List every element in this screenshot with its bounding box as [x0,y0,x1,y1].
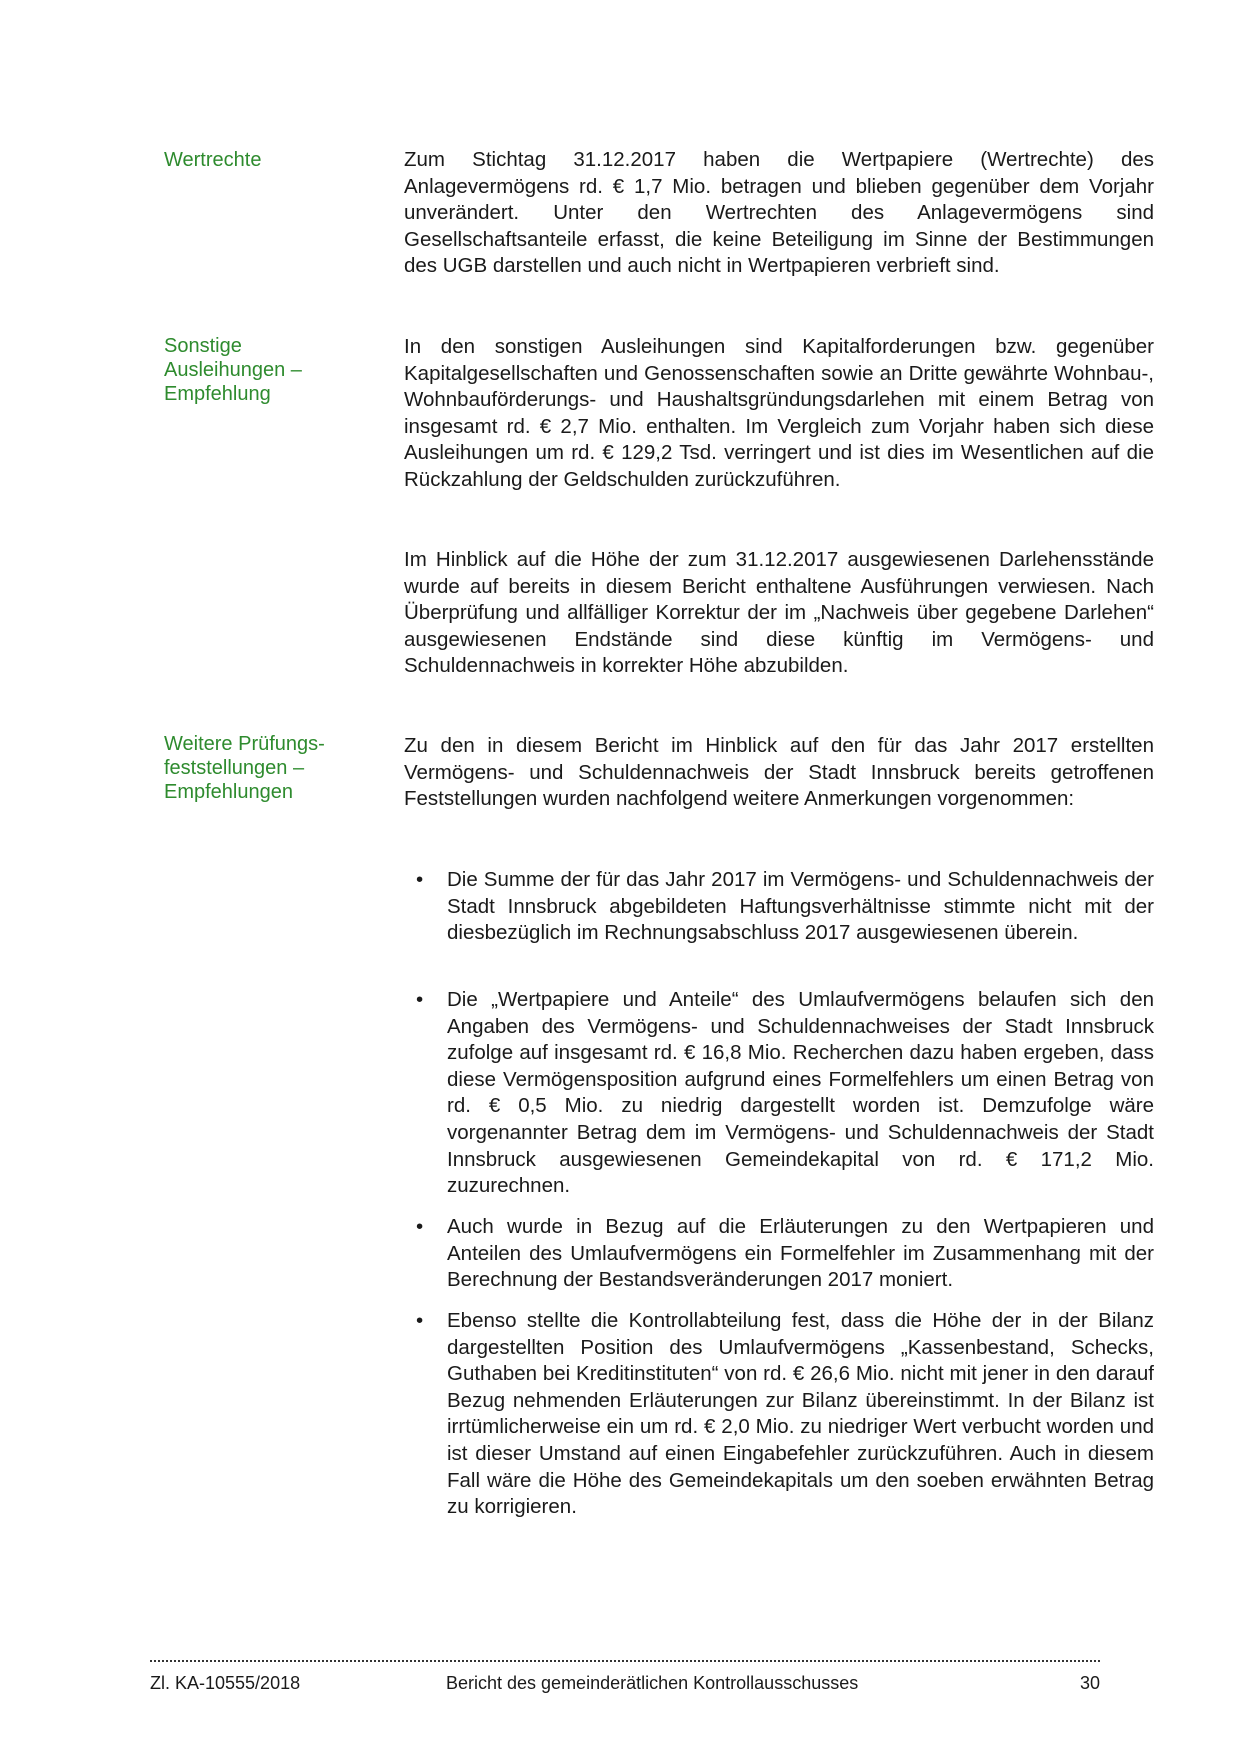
bullet-item [416,987,1154,1200]
bullet-text: Die „Wertpapiere und Anteile“ des Umlaufvermögens belaufen sich den Angaben des Vermögens- und Schuldennachweises der Stadt Innsbruck zufolge auf insgesamt rd. € 16,8 Mio. Recherchen dazu haben ergeben, dass diese Vermögensposition aufgrund eines Formelfehlers um einen Betrag von rd. € 0,5 Mio. zu niedrig dargestellt worden ist. Demzufolge wäre vorgenannter Betrag dem im Vermögens- und Schuldennachweis der Stadt Innsbruck ausgewiesenen Gemeindekapital von rd. € 171,2 Mio. zuzurechnen. [447,988,1154,1198]
margin-label-wertrechte: Wertrechte [164,149,262,171]
paragraph: Im Hinblick auf die Höhe der zum 31.12.2017 ausgewiesenen Darlehensstände wurde auf bereits in diesem Bericht enthaltene Ausführungen verwiesen. Nach Überprüfung und allfälliger Korrektur der im „Nachweis über gegebene Darlehen“ ausgewiesenen Endstände sind diese künftig im Vermögens- und Schuldennachweis in korrekter Höhe abzubilden. [404,548,1154,678]
bullet-icon: • [416,868,424,891]
paragraph: In den sonstigen Ausleihungen sind Kapitalforderungen bzw. gegenüber Kapitalgesellschaften und Genossenschaften sowie an Dritte gewährte Wohnbau-, Wohnbauförderungs- und Haushaltsgründungsdarlehen mit einem Betrag von insgesamt rd. € 2,7 Mio. enthalten. Im Vergleich zum Vorjahr haben sich diese Ausleihungen um rd. € 129,2 Tsd. verringert und ist dies im Wesentlichen auf die Rückzahlung der Geldschulden zurückzuführen. [404,335,1154,491]
bullet-text: Die Summe der für das Jahr 2017 im Vermögens- und Schuldennachweis der Stadt Innsbruck abgebildeten Haftungsverhältnisse stimmte nicht mit der diesbezüglich im Rechnungsabschluss 2017 ausgewiesenen überein. [447,868,1154,945]
bullet-item [416,867,1154,947]
margin-label-weitere-pruefungsfeststellungen: Weitere Prüfungs- feststellungen – Empfehlungen [164,733,325,803]
footer-divider [150,1660,1100,1662]
bullet-text: Auch wurde in Bezug auf die Erläuterungen zu den Wertpapieren und Anteilen des Umlaufvermögens ein Formelfehler im Zusammenhang mit der Berechnung der Bestandsveränderungen 2017 moniert. [447,1215,1154,1292]
margin-label-sonstige-ausleihungen: Sonstige Ausleihungen – Empfehlung [164,335,302,405]
bullet-item [416,1214,1154,1294]
bullet-icon: • [416,988,424,1011]
bullet-icon: • [416,1215,424,1238]
bullet-text: Ebenso stellte die Kontrollabteilung fest, dass die Höhe der in der Bilanz dargestellten Position des Umlaufvermögens „Kassenbestand, Schecks, Guthaben bei Kreditinstituten“ von rd. € 26,6 Mio. nicht mit jener in den darauf Bezug nehmenden Erläuterungen zur Bilanz übereinstimmt. In der Bilanz ist irrtümlicherweise ein um rd. € 2,0 Mio. zu niedriger Wert verbucht worden und ist dieser Umstand auf einen Eingabefehler zurückzuführen. Auch in diesem Fall wäre die Höhe des Gemeindekapitals um den soeben erwähnten Betrag zu korrigieren. [447,1309,1154,1519]
footer-reference: Zl. KA-10555/2018 [150,1673,301,1693]
paragraph: Zu den in diesem Bericht im Hinblick auf den für das Jahr 2017 erstellten Vermögens- und Schuldennachweis der Stadt Innsbruck bereits getroffenen Feststellungen wurden nachfolgend weitere Anmerkungen vorgenommen: [404,734,1154,811]
footer-title: Bericht des gemeinderätlichen Kontrollausschusses [446,1673,859,1693]
page-number: 30 [1079,1673,1100,1693]
bullet-icon: • [416,1309,424,1332]
paragraph: Zum Stichtag 31.12.2017 haben die Wertpapiere (Wertrechte) des Anlagevermögens rd. € 1,7 Mio. betragen und blieben gegenüber dem Vorjahr unverändert. Unter den Wertrechten des Anlagevermögens sind Gesellschaftsanteile erfasst, die keine Beteiligung im Sinne der Bestimmungen des UGB darstellen und auch nicht in Wertpapieren verbrieft sind. [404,148,1154,278]
bullet-item [416,1308,1154,1521]
